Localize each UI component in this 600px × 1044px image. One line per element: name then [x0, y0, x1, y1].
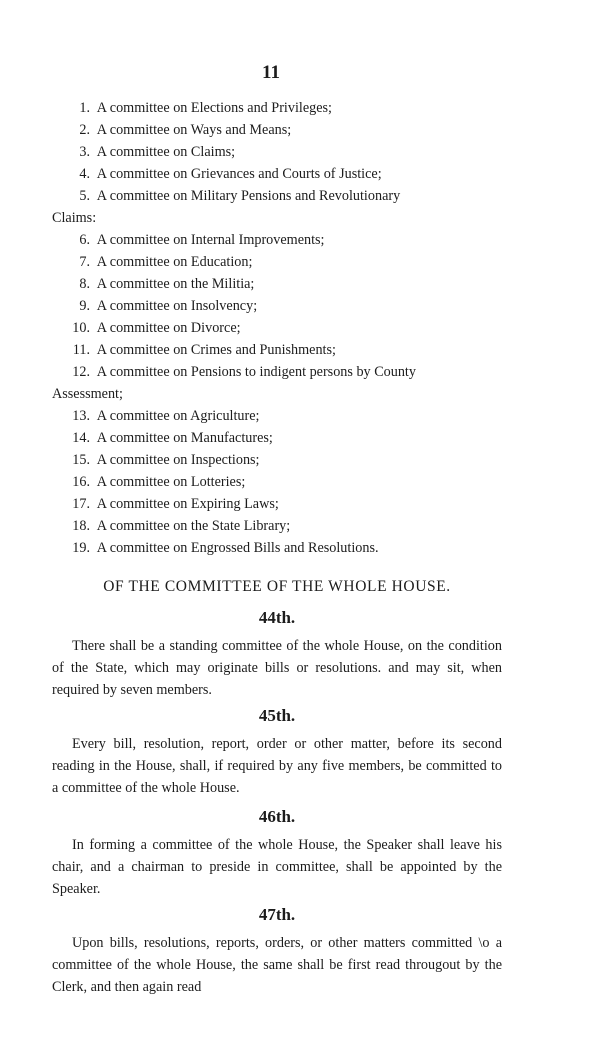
item-text: A committee on Education; [96, 254, 253, 270]
item-number: 7. [79, 254, 90, 270]
item-text: A committee on the State Library; [96, 518, 291, 534]
item-text: A committee on Elections and Privileges; [96, 100, 332, 116]
item-text: A committee on Engrossed Bills and Resolutions. [96, 540, 379, 556]
list-item [52, 273, 512, 295]
list-item [52, 141, 512, 163]
item-text: A committee on Insolvency; [96, 298, 258, 314]
item-number: 10. [72, 320, 90, 336]
item-number: 9. [79, 298, 90, 314]
list-item [52, 471, 512, 493]
list-item [52, 449, 512, 471]
rule-text: There shall be a standing committee of the whole House, on the condition of the State, which may originate bills or resolutions. and may sit, when required by seven members. [52, 638, 502, 698]
item-number: 17. [72, 496, 90, 512]
item-text: A committee on Lotteries; [96, 474, 246, 490]
item-text: A committee on Pensions to indigent persons by County [96, 364, 416, 380]
item-text: A committee on Crimes and Punishments; [96, 342, 336, 358]
item-text: A committee on Claims; [96, 144, 236, 160]
item-text: A committee on Inspections; [96, 452, 260, 468]
rule-section [52, 804, 502, 900]
committee-list [52, 97, 512, 559]
rule-text: Every bill, resolution, report, order or other matter, before its second reading in the House, shall, if required by any five members, be committed to a committee of the whole House. [52, 736, 502, 796]
item-number: 5. [79, 188, 90, 204]
rule-text: In forming a committee of the whole House, the Speaker shall leave his chair, and a chairman to preside in committee, shall be appointed by the Speaker. [52, 837, 502, 897]
list-item [52, 515, 512, 537]
list-item [52, 493, 512, 515]
rule-number: 47th. [258, 905, 296, 924]
item-number: 4. [79, 166, 90, 182]
section-heading: OF THE COMMITTEE OF THE WHOLE HOUSE. [103, 578, 451, 595]
rule-section [52, 605, 502, 701]
list-item [52, 229, 512, 251]
item-text-continuation: Claims: [52, 210, 97, 226]
list-item [52, 185, 512, 207]
item-number: 14. [72, 430, 90, 446]
list-item-continuation [52, 207, 512, 229]
list-item-continuation [52, 383, 512, 405]
rule-number: 44th. [258, 608, 296, 627]
rule-text: Upon bills, resolutions, reports, orders, or other matters committed \o a committee of the whole House, the same shall be first read througout by the Clerk, and then again read [52, 935, 502, 995]
item-text: A committee on Manufactures; [96, 430, 273, 446]
item-number: 1. [79, 100, 90, 116]
list-item [52, 163, 512, 185]
item-number: 12. [72, 364, 90, 380]
item-text: A committee on Grievances and Courts of Justice; [96, 166, 382, 182]
item-text: A committee on Internal Improvements; [96, 232, 325, 248]
rule-section [52, 902, 502, 998]
item-text: A committee on Agriculture; [96, 408, 260, 424]
item-number: 18. [72, 518, 90, 534]
item-number: 2. [79, 122, 90, 138]
list-item [52, 251, 512, 273]
item-number: 13. [72, 408, 90, 424]
list-item [52, 295, 512, 317]
item-number: 11. [72, 342, 90, 358]
rule-number: 46th. [258, 807, 296, 826]
list-item [52, 427, 512, 449]
list-item [52, 361, 512, 383]
rule-section [52, 703, 502, 799]
item-text: A committee on Military Pensions and Revolutionary [96, 188, 401, 204]
item-text: A committee on the Militia; [96, 276, 255, 292]
list-item [52, 537, 512, 559]
page-number: 11 [262, 62, 280, 83]
list-item [52, 339, 512, 361]
item-number: 19. [72, 540, 90, 556]
item-text: A committee on Divorce; [96, 320, 241, 336]
item-number: 8. [79, 276, 90, 292]
item-number: 6. [79, 232, 90, 248]
list-item [52, 317, 512, 339]
item-number: 16. [72, 474, 90, 490]
item-number: 15. [72, 452, 90, 468]
rule-number: 45th. [258, 706, 296, 725]
list-item [52, 97, 512, 119]
list-item [52, 119, 512, 141]
list-item [52, 405, 512, 427]
item-text-continuation: Assessment; [52, 386, 123, 402]
item-text: A committee on Ways and Means; [96, 122, 292, 138]
item-text: A committee on Expiring Laws; [96, 496, 279, 512]
item-number: 3. [79, 144, 90, 160]
